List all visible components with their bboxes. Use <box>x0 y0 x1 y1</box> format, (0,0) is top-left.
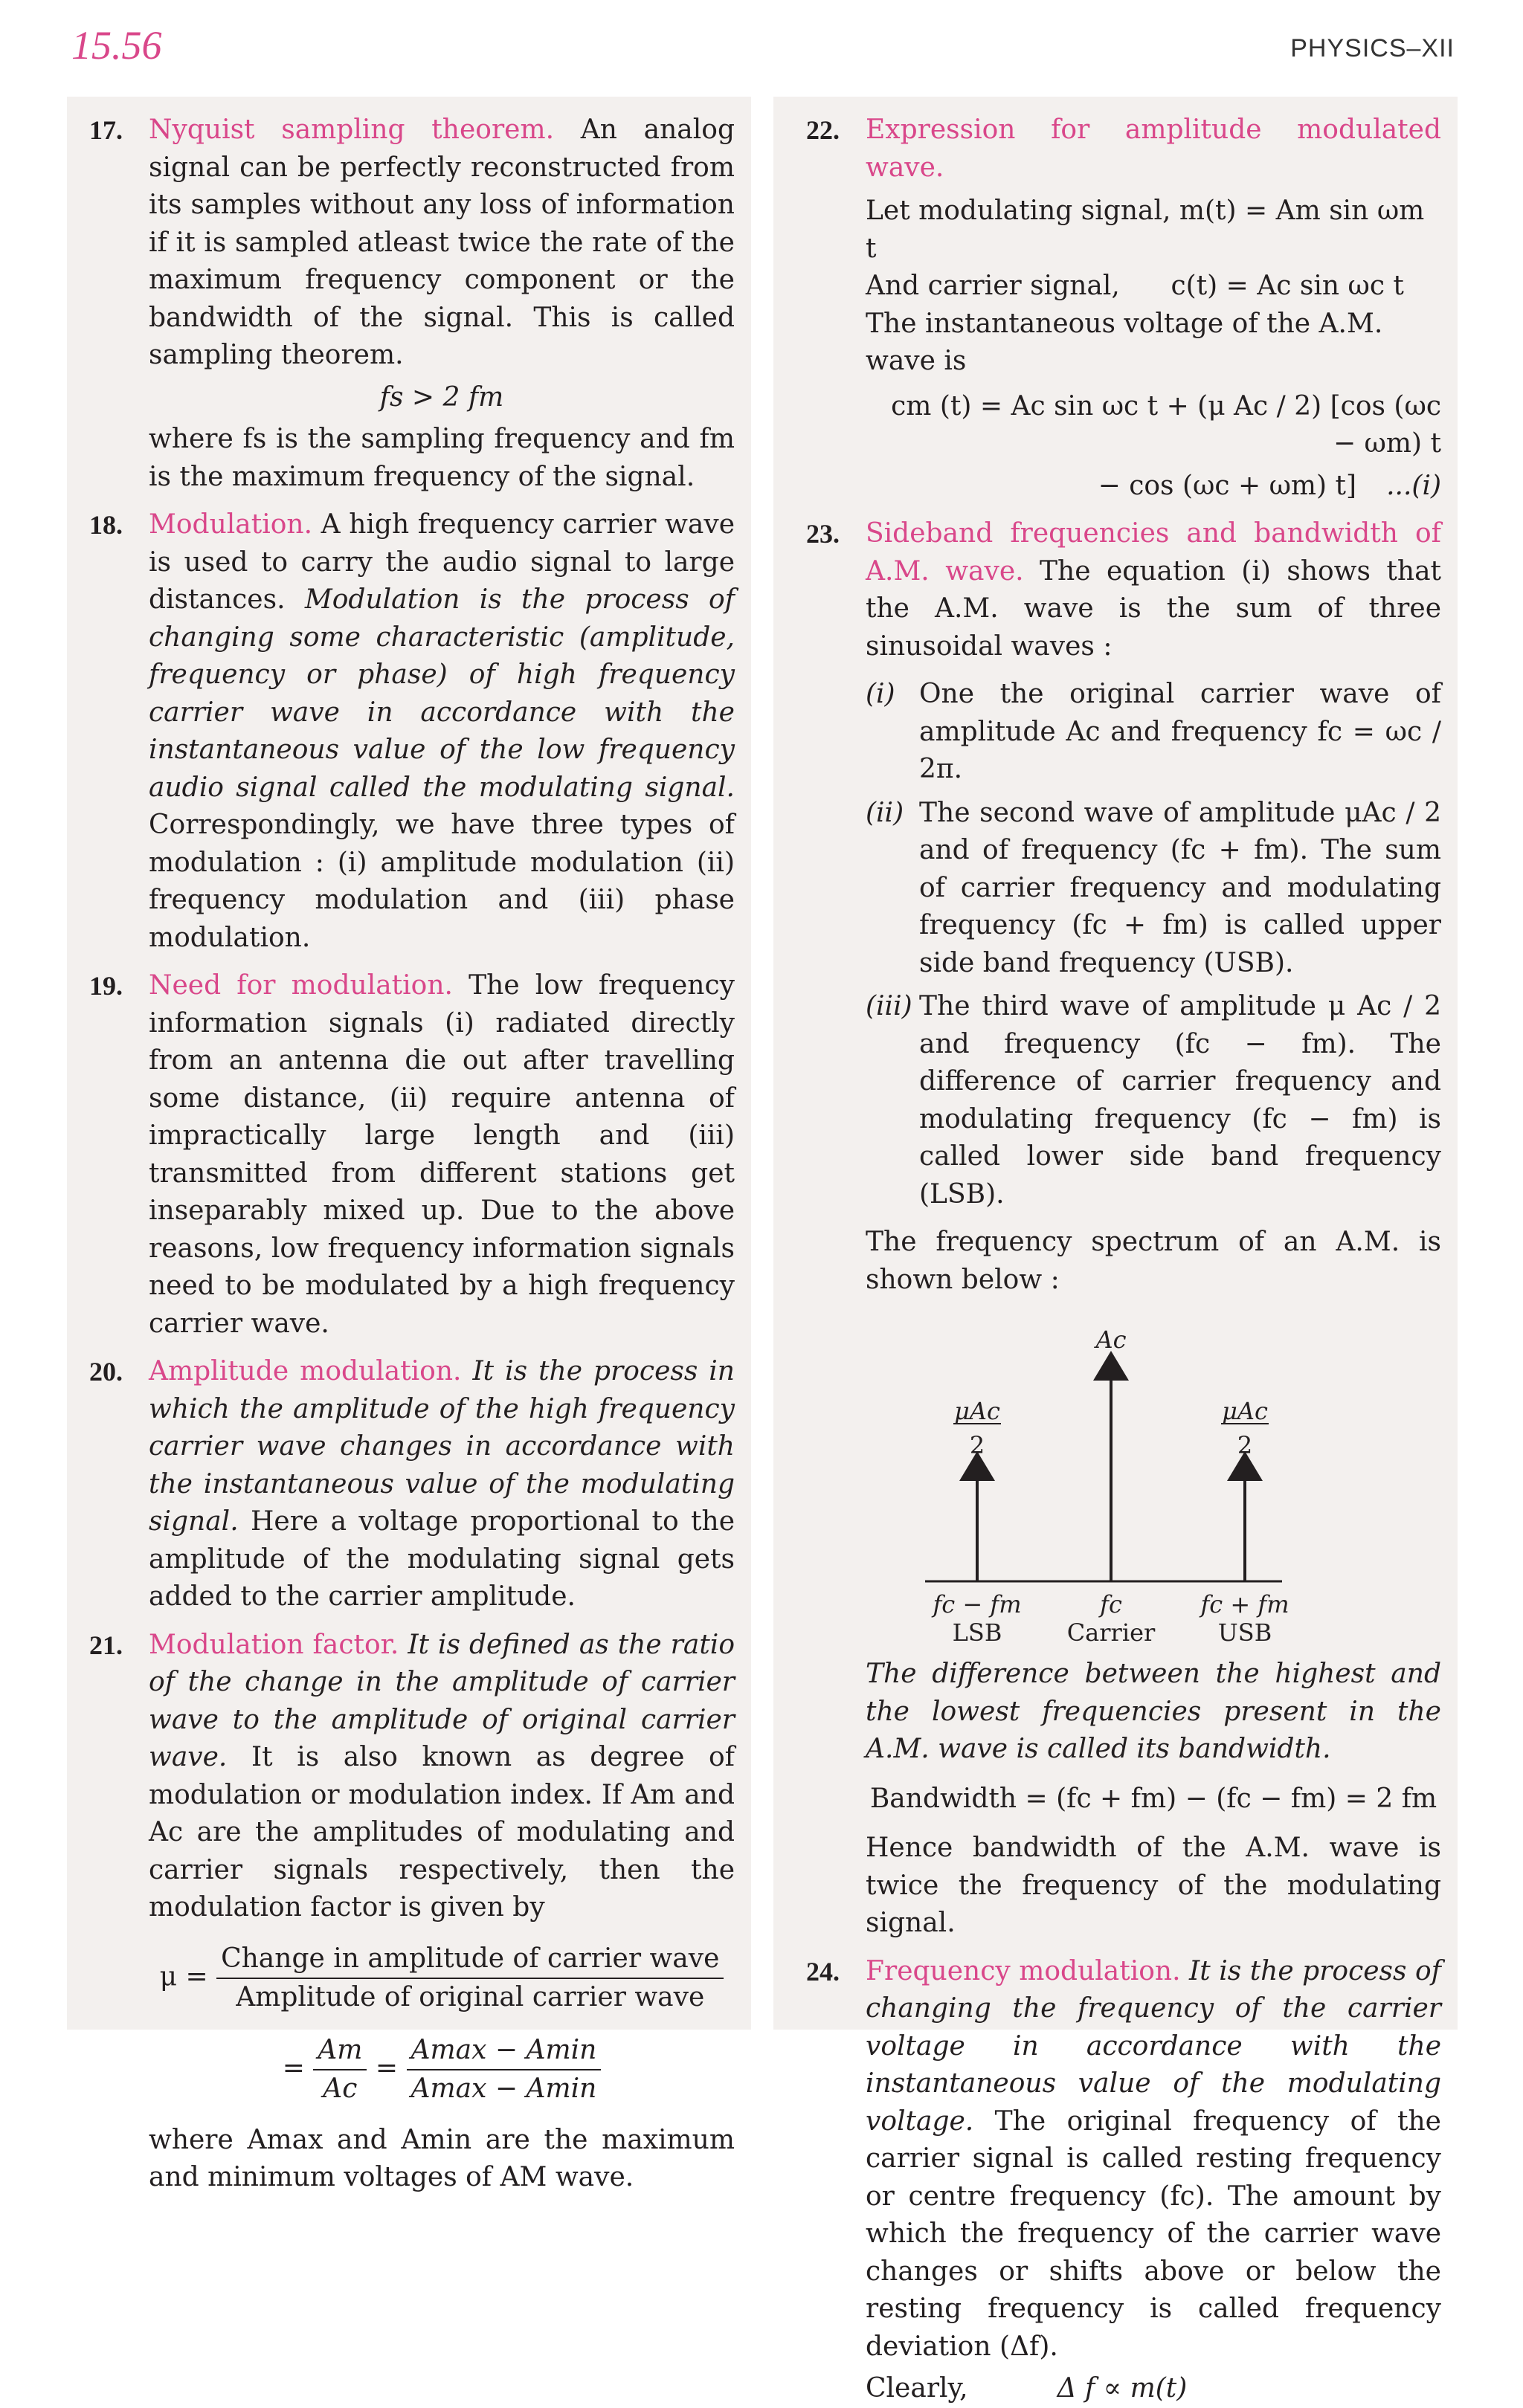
section-heading: Modulation factor. <box>149 1629 399 1660</box>
section-17 <box>89 112 735 496</box>
bandwidth-definition: The difference between the highest and the lowest frequencies present in the A.M. wave is called its bandwidth. <box>866 1659 1441 1764</box>
section-body: A high frequency carrier wave is used to carry the audio signal to large distances. <box>149 509 735 615</box>
section-heading: Expression for amplitude modulated wave. <box>866 114 1441 183</box>
section-18 <box>89 506 735 957</box>
right-column <box>773 97 1458 2404</box>
fraction-denominator: Ac <box>323 2073 358 2104</box>
section-heading: Amplitude modulation. <box>149 1356 462 1387</box>
section-number: 17. <box>89 115 123 145</box>
modulation-factor-where: where Amax and Amin are the maximum and minimum voltages of AM wave. <box>149 2124 735 2192</box>
am-equation-continued: − cos (ωc + ωm) t] <box>1098 470 1357 501</box>
lsb-frequency-label: fc − fm <box>933 1590 1022 1618</box>
list-label: (ii) <box>866 797 904 828</box>
usb-amplitude-den: 2 <box>1237 1431 1253 1459</box>
list-item <box>866 676 1441 789</box>
section-heading: Nyquist sampling theorem. <box>149 114 555 145</box>
section-heading: Need for modulation. <box>149 970 453 1001</box>
frequency-spectrum-diagram <box>866 1321 1441 1647</box>
am-equation-line-2 <box>866 468 1441 506</box>
section-body: It is also known as degree of modulation or modulation index. If Am and Ac are the amplitudes of modulating and carrier signals respectively, then the modulation factor is given by <box>149 1742 735 1923</box>
section-heading: Frequency modulation. <box>866 1955 1181 1986</box>
fraction-denominator: Amplitude of original carrier wave <box>236 1982 705 2012</box>
spectrum-intro: The frequency spectrum of an A.M. is shown below : <box>866 1227 1441 1295</box>
carrier-label: Carrier <box>1066 1618 1156 1647</box>
section-number: 23. <box>806 519 840 549</box>
section-body-2: Correspondingly, we have three types of modulation : (i) amplitude modulation (ii) frequency modulation and (iii) phase modulation. <box>149 810 735 953</box>
list-label: (i) <box>866 679 895 709</box>
modulation-factor-definition: It is defined as the ratio of the change in the amplitude of carrier wave to the amplitude of original carrier wave. <box>149 1629 735 1772</box>
page-number: 15.56 <box>71 23 162 68</box>
clearly-text: Clearly, <box>866 2373 968 2404</box>
fraction-denominator: Amax − Amin <box>410 2073 597 2104</box>
modulating-signal-line: Let modulating signal, m(t) = Am sin ωm t <box>866 196 1425 264</box>
fraction-numerator: Change in amplitude of carrier wave <box>216 1940 724 1980</box>
section-body: An analog signal can be perfectly reconstructed from its samples without any loss of information if it is sampled atleast twice the rate of the maximum frequency component or the bandwidth of the signal. This is called sampling theorem. <box>149 114 735 370</box>
list-text: One the original carrier wave of amplitude Ac and frequency fc = ωc / 2π. <box>919 679 1441 784</box>
list-label: (iii) <box>866 991 912 1021</box>
sampling-where: where fs is the sampling frequency and fm is the maximum frequency of the signal. <box>149 424 735 492</box>
section-body: The equation (i) shows that the A.M. wave is the sum of three sinusoidal waves : <box>866 555 1442 662</box>
carrier-frequency-label: fc <box>1100 1590 1122 1618</box>
list-item <box>866 795 1441 983</box>
mu-symbol: μ = <box>159 1961 208 1992</box>
section-number: 18. <box>89 510 123 540</box>
section-24 <box>784 1953 1441 2408</box>
proportionality-equation: Δ f ∝ m(t) <box>1057 2373 1188 2404</box>
carrier-amplitude-label: Ac <box>1095 1326 1127 1354</box>
instantaneous-voltage-line: The instantaneous voltage of the A.M. wave is <box>866 308 1383 376</box>
word-fraction <box>216 1940 724 2017</box>
am-ac-fraction <box>313 2032 367 2108</box>
lsb-label: LSB <box>952 1618 1002 1647</box>
section-body: The low frequency information signals (i) radiated directly from an antenna die out after travelling some distance, (ii) require antenna of impractically large length and (iii) transmitted from different stations get inseparably mixed up. Due to the above reasons, low frequency information signals need to be modulated by a high frequency carrier wave. <box>149 970 735 1339</box>
proportionality-line <box>866 2370 1441 2408</box>
section-heading: Sideband frequencies and bandwidth of A.M. wave. <box>866 518 1441 587</box>
fraction-numerator: Amax − Amin <box>407 2032 602 2071</box>
list-text: The third wave of amplitude μ Ac / 2 and frequency (fc − fm). The difference of carrier frequency and modulating frequency (fc − fm) is called lower side band frequency (LSB). <box>919 991 1441 1210</box>
section-20 <box>89 1353 735 1616</box>
modulation-factor-equation-2: = $\frac{Am}{Ac}$ = $\frac{Amax - Amin}{Amax - Amin}$ <box>149 2032 735 2108</box>
bandwidth-conclusion: Hence bandwidth of the A.M. wave is twice the frequency of the modulating signal. <box>866 1833 1441 1938</box>
section-number: 19. <box>89 971 123 1001</box>
am-equation-line-1: cm (t) = Ac sin ωc t + (μ Ac / 2) [cos (ωc − ωm) t <box>891 390 1441 459</box>
section-number: 24. <box>806 1956 840 1986</box>
modulation-definition: Modulation is the process of changing some characteristic (amplitude, frequency or phase) of high frequency carrier wave in accordance with the instantaneous value of the low frequency audio signal called the modulating signal. <box>149 584 735 803</box>
sampling-equation: fs > 2 fm <box>379 381 504 413</box>
section-23 <box>784 515 1441 1943</box>
modulation-factor-equation <box>149 1940 735 2017</box>
list-item <box>866 988 1441 1213</box>
running-head: PHYSICS–XII <box>1290 34 1455 62</box>
section-body: Here a voltage proportional to the amplitude of the modulating signal gets added to the carrier amplitude. <box>149 1506 735 1612</box>
sinusoid-list <box>866 676 1441 1213</box>
lsb-amplitude-den: 2 <box>969 1431 985 1459</box>
section-body: The original frequency of the carrier signal is called resting frequency or centre frequency (fc). The amount by which the frequency of the carrier wave changes or shifts above or below the resting frequency is called frequency deviation (Δf). <box>866 2105 1441 2362</box>
usb-label: USB <box>1217 1618 1272 1647</box>
section-19 <box>89 967 735 1343</box>
left-column <box>67 97 751 2192</box>
section-heading: Modulation. <box>149 509 313 540</box>
amax-amin-fraction <box>407 2032 602 2108</box>
section-21 <box>89 1627 735 2197</box>
lsb-amplitude-num: μAc <box>954 1397 1000 1425</box>
section-number: 21. <box>89 1630 123 1660</box>
section-number: 20. <box>89 1357 123 1387</box>
fraction-numerator: Am <box>313 2032 367 2071</box>
usb-frequency-label: fc + fm <box>1200 1590 1289 1618</box>
usb-amplitude-num: μAc <box>1222 1397 1268 1425</box>
list-text: The second wave of amplitude μAc / 2 and of frequency (fc + fm). The sum of carrier frequency and modulating frequency (fc + fm) is called upper side band frequency (USB). <box>919 797 1441 978</box>
equation-tag: ...(i) <box>1386 470 1441 501</box>
section-number: 22. <box>806 115 840 145</box>
carrier-signal-line: And carrier signal, c(t) = Ac sin ωc t <box>866 271 1404 301</box>
section-22 <box>784 112 1441 505</box>
bandwidth-equation: Bandwidth = (fc + fm) − (fc − fm) = 2 fm <box>869 1783 1437 1814</box>
am-definition: It is the process in which the amplitude of the high frequency carrier wave changes in accordance with the instantaneous value of the modulating signal. <box>149 1356 735 1537</box>
fm-definition: It is the process of changing the frequency of the carrier voltage in accordance with the instantaneous value of the modulating voltage. <box>866 1955 1441 2137</box>
